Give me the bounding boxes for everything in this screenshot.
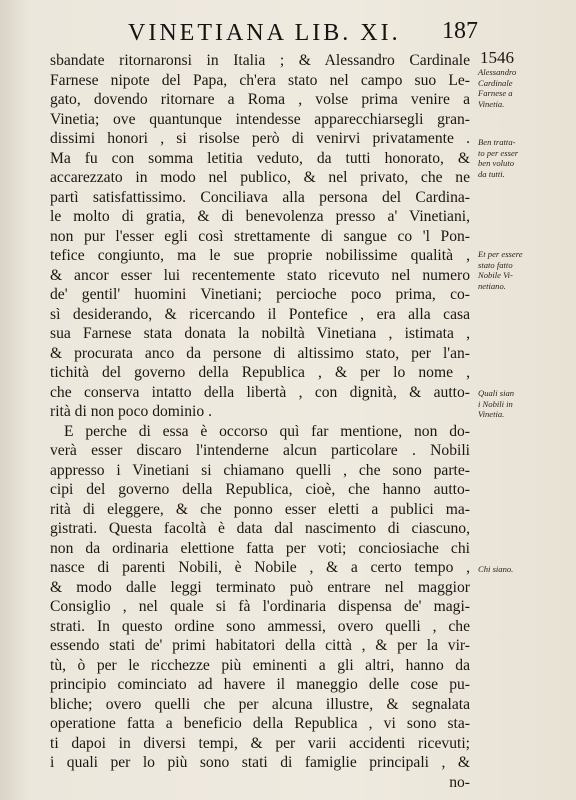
- text-line: tefice congiunto, ma le sue proprie nobilissime qualità ,: [50, 247, 470, 264]
- text-line: Vinetia; ove quantunque intendesse apparecchiarsegli gran-: [50, 110, 470, 128]
- text-line: verà esser discaro l'intenderne alcun particolare . Nobili: [50, 442, 470, 459]
- margin-note-line: stato fatto: [478, 259, 513, 270]
- running-title: VINETIANA LIB. XI.: [128, 20, 401, 46]
- text-line: essendo stati de' primi habitatori della città , & per la vir-: [50, 637, 470, 654]
- text-line: dissimi honori , si risolse però di venirvi privatamente .: [50, 130, 470, 147]
- margin-note: [478, 564, 550, 575]
- text-line: non da ordinaria elettione fatta per voti; conciosiache chi: [50, 539, 470, 557]
- text-line: E perche di essa è occorso quì far mentione, non do-: [64, 422, 470, 440]
- margin-note-line: da tutti.: [478, 168, 505, 179]
- margin-note-line: Vinetia.: [478, 409, 505, 420]
- text-line: appresso i Vinetiani si chiamano quelli , che sono parte-: [50, 461, 470, 479]
- text-line: bliche; overo quelli che per alcuna illustre, & segnalata: [50, 695, 470, 713]
- margin-note-line: ben voluto: [478, 158, 515, 169]
- text-line: no-: [449, 773, 470, 791]
- text-line: che conserva intatto della libertà , con dignità, & autto-: [50, 383, 470, 401]
- margin-note-line: Alessandro: [478, 67, 517, 77]
- text-line: partì satisfattissimo. Conciliava alla persona del Cardina-: [50, 188, 470, 206]
- margin-note: [478, 137, 550, 179]
- text-line: nasce di parenti Nobili, è Nobile , & a certo tempo ,: [50, 559, 470, 576]
- text-line: strati. In questo ordine sono ammessi, overo quelli , che: [50, 617, 470, 635]
- text-line: sbandate ritornaronsi in Italia ; & Alessandro Cardinale: [50, 52, 470, 69]
- margin-note-line: to per esser: [478, 147, 519, 158]
- text-line: cipi del governo della Republica, cioè, che hanno autto-: [50, 481, 470, 498]
- text-line: tù, ò per le ricchezze più eminenti a gli altri, hanno da: [50, 656, 470, 674]
- margin-note-line: i Nobili in: [478, 398, 513, 409]
- text-line: sua Farnese stata donata la nobiltà Vinetiana , istimata ,: [50, 325, 470, 342]
- text-line: le molto di gratia, & di benevolenza presso a' Vinetiani,: [50, 208, 470, 225]
- text-line: Consiglio , nel quale si fà l'ordinaria dispensa de' magi-: [50, 598, 470, 615]
- text-line: & ancor esser lui recentemente stato ricevuto nel numero: [50, 266, 470, 284]
- text-line: & procurata anco da persone di altissimo stato, per l'an-: [50, 344, 470, 362]
- text-line: sì desiderando, & ricercando il Pontefice , era alla casa: [50, 305, 470, 323]
- margin-note: [478, 249, 550, 291]
- margin-note-line: Chi siano.: [478, 564, 514, 574]
- text-line: rità di eleggere, & che ponno esser eletti a publici ma-: [50, 500, 470, 518]
- margin-note-line: Farnese a: [478, 88, 513, 99]
- text-line: operatione fatta a beneficio della Republica , vi sono sta-: [50, 715, 470, 732]
- body-text: [50, 51, 470, 792]
- text-line: Farnese nipote del Papa, ch'era stato nel campo suo Le-: [50, 71, 470, 89]
- text-line: i quali per lo più sono stati di famiglie principali , &: [50, 754, 470, 771]
- margin-note-line: Quali sian: [478, 388, 515, 398]
- text-line: tichità del governo della Republica , & per lo nome ,: [50, 364, 470, 381]
- text-line: & modo dalle leggi terminato può entrare nel maggior: [50, 578, 470, 596]
- text-line: gato, dovendo ritornare a Roma , volse prima venire a: [50, 91, 470, 108]
- margin-note-line: Cardinale: [478, 77, 513, 88]
- margin-note-line: Ben tratta-: [478, 137, 516, 147]
- margin-note-line: Vinetia.: [478, 98, 505, 109]
- text-line: accarezzato in modo nel publico, & nel privato, che ne: [50, 169, 470, 186]
- page-number: 187: [442, 18, 478, 44]
- margin-note-line: Et per essere: [478, 249, 523, 259]
- page-header: [30, 18, 550, 48]
- text-line: de' gentil' huomini Vinetiani; percioche poco prima, co-: [50, 286, 470, 303]
- text-line: principio cominciato ad havere il maneggio delle cose pu-: [50, 676, 470, 693]
- margin-note-line: netiano.: [478, 280, 506, 291]
- text-line: ti dapoi in diversi tempi, & per varii accidenti ricevuti;: [50, 734, 470, 752]
- text-line: rità di non poco dominio .: [50, 403, 212, 420]
- text-line: non pur l'esser egli così strettamente di sangue co 'l Pon-: [50, 227, 470, 245]
- text-line: gistrati. Questa facoltà è data dal nascimento di ciascuno,: [50, 520, 470, 537]
- margin-note: [478, 388, 550, 420]
- margin-note-line: Nobile Vi-: [478, 270, 513, 281]
- text-line: Ma fu con somma letitia veduto, da tutti honorato, &: [50, 149, 470, 167]
- margin-note: [478, 67, 550, 109]
- margin-year: 1546: [480, 48, 514, 67]
